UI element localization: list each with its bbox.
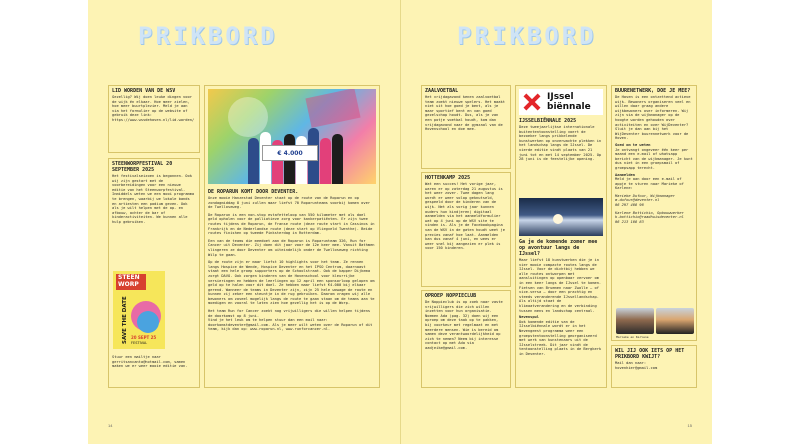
kunst-body: Maar liefst 18 kunstwerken die je in vier mooie compacte routes langs de IJssel. Voor de dichtbij hebben we alle routes ontworpen met aansluitingen op openbaar vervoer om in een keer langs de IJssel te komen. Fietsen van Bruemen naar Zwolle – of vice-versa – door een prachtig en steeds veranderende IJssellandschap. Als altijd staat de klimaatverandering en de verbinding tussen mens en landschap centraal. — [519, 258, 604, 313]
logo-line-2: biënnale — [547, 102, 591, 112]
roparun-paragraph-1: Onze mooie Hanzestad Deventer staat op de route van de Roparun en op zondagmiddag 8 juni zullen maar liefst 70 Roparunteams voorbij komen over de Twelloseweg. — [208, 196, 373, 210]
roparun-title: DE ROPARUN KOMT DOOR DEVENTER. — [208, 189, 299, 195]
person — [248, 138, 259, 184]
contact-karlene: Karlene Bottichio, Opbouwwerker k.bottichio@raadhuisdeventer.nl 06 213 168 83 — [615, 210, 684, 224]
roparun-paragraph-5: Het team Run for Cancer zoekt nog vrijwilligers die willen helpen tijdens de doorkomst op 8 juni. Vind je het leuk om te helpen stuur dan een mail naar: doorkomstdeventer@gmail.com. Als je meer wilt weten over de Roparun of dit team, kijk dan op: www.roparun.nl, www.runforcancer.nl. — [208, 309, 373, 332]
steenworp-title: STEENWORPFESTIVAL 20 SEPTEMBER 2025 — [112, 161, 173, 173]
ijssel-title: IJSSELBIËNNALE 2025 — [519, 118, 577, 124]
ijssel-sunset-photo — [519, 198, 603, 236]
mural-circle — [228, 97, 268, 137]
kunst-title: Ga je de komende zomer mee op avontuur langs de IJssel? — [519, 239, 598, 257]
steenworp-footer: Stuur een mailtje naar gerritsancanta@hotmail.com, samen maken we er weer mooie editie van. — [112, 355, 188, 369]
steenworp-box — [108, 158, 200, 388]
left-page — [88, 0, 400, 444]
zaalvoetbal-title: ZAALVOETBAL — [425, 88, 459, 94]
portrait-marieke — [616, 308, 654, 334]
portrait-caption: Marieke en Karlene — [616, 335, 649, 339]
poster-festival: FESTIVAL — [131, 341, 148, 345]
roparun-team-photo — [208, 89, 376, 184]
ijsselbiennale-logo — [519, 89, 603, 115]
buurtnetwerk-box — [611, 85, 697, 341]
zaalvoetbal-body: Het vrijdagavond kenen zaalvoetbal team zoekt nieuwe spelers. Het maakt niet uit hoe goed je bent, als je maar sportief bent en van goed gezelschap houdt. Dus, als je van een potje voetbal houdt, kom dan vrijdagavond naar de gymzaal van de Hovenschool en doe mee. — [425, 95, 508, 132]
steenworp-body: Het festivalseizoen is begonnen. Ook wij zijn gestart met de voorbereidingen voor een nieuwe editie van het Steenworpfestival. Inmiddels weten we een mooi programma te brengen, waarbij we lokale bands en artiesten een podium geven. Ook als je wilt helpen met de op- en afbouw, achter de bar of kinderactiviteiten. We kunnen alle hulp gebruiken. — [112, 174, 197, 224]
roparun-box — [204, 85, 380, 388]
buurtnetwerk-body: De Hoven is een ontzettend actieve wijk. Bewoners organiseren veel en willen daar graag andere wijkbewoners over informeren. Wij zijn via de wijkmanager op de hoogte worden gehouden over activiteiten en over WijDeventer? Sluit je dan aan bij het WijDeventer buurennetwerk voor de Hoven. — [615, 95, 693, 141]
aanmelden-heading: Aanmelden — [615, 172, 635, 177]
aanmelden-body: Meld je aan door een e-mail of appje te sturen naar Marieke of Karlene: — [615, 177, 687, 191]
contact-marieke: Marieke Dufour, Wijkmanager m.dufour@deventer.nl 06 297 468 96 — [615, 193, 675, 208]
portrait-karlene — [656, 308, 694, 334]
goed-om-te-weten-heading: Goed om te weten — [615, 142, 651, 147]
oproep-box — [421, 290, 511, 388]
right-page-banner: PRIKBORD — [457, 22, 597, 50]
poster-line-2: WORP — [118, 281, 139, 288]
prikbord-kwijt-box — [611, 345, 697, 388]
sun-glow — [553, 214, 563, 224]
buurtnetwerk-title: BUURENETWERK, DOE JE MEE? — [615, 88, 691, 94]
ijsselbiennale-box — [515, 85, 607, 388]
lid-worden-title: LID WORDEN VAN DE WSV — [112, 88, 176, 94]
nevenspul-body: Ook komende editie van de IJsselbiënnale wordt er in het Nevengeest programma weer een groepstentoonstelling georganiseerd met werk van kunstenaars uit de IJsselstreek. Dit jaar vindt de tentoonstelling plaats in de Bergkerk in Deventer. — [519, 319, 604, 356]
hottenkamp-title: HOTTENKAMP 2025 — [425, 175, 471, 181]
roparun-paragraph-3: Een van de teams die meedoet aan de Roparun is Roparunteam 326, Run for Cancer uit Deventer. Zij doen dit jaar voor de 12e keer mee. Vanuit Bathmen slingeren ze door Deventer om uiteindelijk onder de Twelloseweg richting Wilp te gaan. — [208, 238, 377, 257]
poster-date: 20 SEPT 25 — [131, 335, 157, 340]
roparun-paragraph-2: De Roparun is een non-stop estafetteloop van 550 kilometer met als doel geld ophalen voor de palliatieve zorg voor kankerpatiënten. Er zijn twee routes tijdens de Roparun, de Franse route (deze route start in Cassinos in Frankrijk en de Nederlandse route (deze start op Vliegveld Twenthe). Beide routes finishen op tweede Pinksterdag in Rotterdam. — [208, 212, 377, 236]
roparun-paragraph-4: Op de route zijn er maar liefst 10 highlights voor het team. Ze rennen langs Hospice de Wende, Hospice Deventer en het IPSO Centrum, daarnaast staat een hele groep supporters op de Schoolstraat. Ook de kapper Dijkema zorgt DAVO. Ook zorgen kinderen van de Hovenschool voor kleurrijke versieringen en hebben de leerlingen op 12 april een sponsorloop gelopen om geld op te halen voor dit doel. Ze hebben maar liefst €4.000 bij elkaar gerend. Wanneer de teams in Deventer zijn, zijn 25 hele wowage de route en kunnen zij zeker een steuntje in de rug gebruiken. Daarom vragen wij alle bewoners om zoveel mogelijk langs de route te gaan staan om de teams aan te moedigen en vooral te laten zien hoe gezellig het is op de Worp. — [208, 260, 377, 306]
poster-save-the-date: SAVE THE DATE — [122, 296, 128, 344]
poster-line-1: STEEN — [118, 274, 140, 281]
person — [320, 138, 331, 184]
hottenkamp-box — [421, 172, 511, 287]
prikbord-kwijt-title: WIL JIJ OOK IETS OP HET PRIKBORD KWIJT? — [615, 348, 685, 360]
oproep-body: De Noppieclub is op zoek naar vaste vrijwilligers die zich willen inzetten voor hun organisatie. Noemen Ada (pag. 32) doen wij een oproep om deze taak op te pakken, bij voorkeur met regelmaat en met meerdere mensen. Wie is bereid om samen deze verantwoordelijkheid op zich te nemen? Neem bij interesse contact op met Ada via aadjeike@gmail.com. — [425, 300, 505, 350]
ijssel-body: Deze tweejaarlijkse internationale buitententoonstelling voert de bezoeker langs prikkelende kunstwerken op onverwachte plekken in het landschap langs de IJssel. De vierde editie vindt plaats van 21 juni tot en met 14 september 2025. Op 28 juni is de feestelijke opening. — [519, 125, 604, 162]
ijssel-cross-icon — [522, 92, 542, 112]
lid-worden-box — [108, 85, 200, 153]
zaalvoetbal-box — [421, 85, 511, 169]
right-page-number: 15 — [687, 423, 692, 428]
donation-cheque — [262, 145, 318, 161]
poster-blue-shape — [137, 311, 159, 333]
oproep-title: OPROEP NOPPIECLUB — [425, 293, 477, 299]
cheque-amount: € 4.000 — [277, 150, 303, 157]
goed-om-te-weten-body: Je ontvangt ongeveer één keer per maand een e-mail of whatsapp bericht van de wijkmanager. Je kunt dus niet in een groepsmail of groepsapp terecht. — [615, 147, 695, 170]
mural-shape — [305, 89, 360, 128]
prikbord-kwijt-body: Mail dan naar: hovenhier@gmail.com — [615, 361, 658, 370]
logo-line-1: IJssel — [547, 92, 574, 102]
person — [332, 134, 343, 184]
hottenkamp-body: Wat een succes! Het vorige jaar, waren er op zaterdag 21 augustus is het weer zover. Twee dagen lang wordt er weer volop geknutseld, gespeeld door de kinderen van de wijk. Net als vorig jaar kunnen ouders hun kind(eren) digitaal aanmelden via het aanmeldformulier wat op 4 juni op de WSV site te vinden is. Als je de Facebookpagina van de WSV in de gaten houdt weet je precies vanaf hoe laat. Aanmelden kan dus vanaf 4 juni, en wees er weer snel bij aangezien er plek is voor 150 kinderen. — [425, 182, 508, 251]
lid-worden-body: Gezellig? Wij doen leuke dingen voor de wijk én elkaar. Hoe meer zielen, hoe meer buurtplezier. Meld je aan via het formulier op de website of gebruik deze link: https://www.wsvdehoven.nl/lid-worden/ — [112, 95, 195, 122]
right-page — [400, 0, 712, 444]
left-page-number: 14 — [108, 423, 113, 428]
steenworp-poster — [113, 271, 165, 349]
nevenspul-heading: Nevenspul — [519, 315, 539, 320]
left-page-banner: PRIKBORD — [138, 22, 278, 50]
